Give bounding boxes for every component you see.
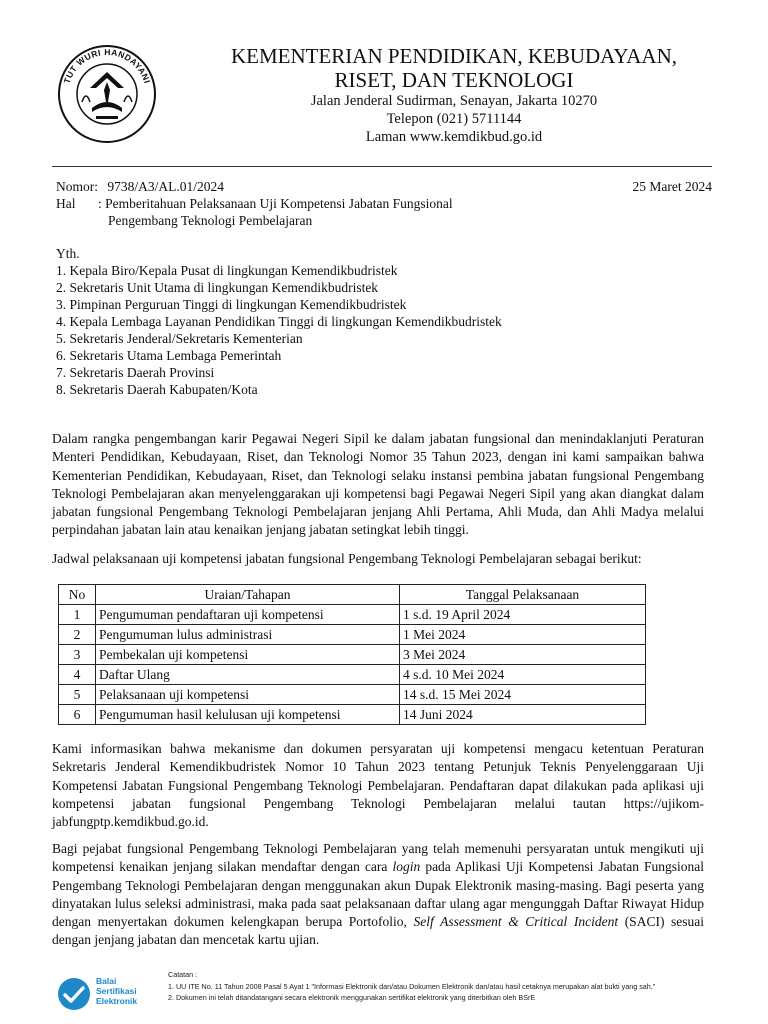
ministry-phone: Telepon (021) 5711144: [386, 111, 522, 127]
ministry-address: Jalan Jenderal Sudirman, Senayan, Jakarta 10270: [310, 93, 598, 109]
cell-no: 1: [59, 605, 96, 625]
cell-no: 6: [59, 705, 96, 725]
table-row: [59, 685, 646, 705]
recipient-item: 1. Kepala Biro/Kepala Pusat di lingkungan Kemendikbudristek: [56, 263, 398, 278]
cell-tanggal: 1 Mei 2024: [400, 625, 646, 645]
header-uraian: Uraian/Tahapan: [96, 585, 400, 605]
catatan-label: Catatan :: [168, 970, 198, 979]
table-header-row: [59, 585, 646, 605]
cell-tanggal: 14 s.d. 15 Mei 2024: [400, 685, 646, 705]
para4-part-c: (SACI) sesuai dengan jenjang jabatan dan mencetak kartu ujian.: [52, 914, 705, 948]
saci-term: Self Assessment & Critical Incident: [413, 914, 619, 930]
nomor-value: 9738/A3/AL.01/2024: [107, 179, 224, 194]
ministry-name: [160, 44, 748, 92]
cell-uraian: Pengumuman hasil kelulusan uji kompetensi: [96, 705, 400, 725]
nomor-label: Nomor:: [56, 179, 98, 194]
letter-date: 25 Maret 2024: [632, 179, 712, 194]
cell-uraian: Daftar Ulang: [96, 665, 400, 685]
ministry-website: Laman www.kemdikbud.go.id: [365, 129, 543, 145]
cell-uraian: Pengumuman pendaftaran uji kompetensi: [96, 605, 400, 625]
recipient-item: 6. Sekretaris Utama Lembaga Pemerintah: [56, 348, 282, 363]
table-row: [59, 705, 646, 725]
recipient-item: 3. Pimpinan Perguruan Tinggi di lingkungan Kemendikbudristek: [56, 297, 407, 312]
cell-no: 3: [59, 645, 96, 665]
schedule-table: [58, 584, 646, 725]
paragraph-intro: Dalam rangka pengembangan karir Pegawai Negeri Sipil ke dalam jabatan fungsional dan menindaklanjuti Peraturan Menteri Pendidikan, Kebudayaan, Riset, dan Teknologi Nomor 35 Tahun 2023, dengan ini kami sampaikan bahwa Kementerian Pendidikan, Kebudayaan, Riset, dan Teknologi selaku instansi pembina jabatan fungsional Pengembang Teknologi Pembelajaran akan menyelenggarakan uji kompetensi bagi Pegawai Negeri Sipil yang akan diangkat dalam jabatan fungsional Pengembang Teknologi Pembelajaran jenjang Ahli Pertama, Ahli Muda, dan Ahli Madya melalui perpindahan jabatan lain atau kenaikan jenjang jabatan setingkat lebih tinggi.: [52, 431, 704, 538]
paragraph-mechanism: Kami informasikan bahwa mekanisme dan dokumen persyaratan uji kompetensi mengacu ketentuan Peraturan Sekretaris Jenderal Kemendikbudristek Nomor 10 Tahun 2023 tentang Petunjuk Teknis Penyelenggaraan Uji Kompetensi Jabatan Fungsional Pengembang Teknologi Pembelajaran. Pendaftaran dapat dilakukan pada aplikasi uji kompetensi jabatan fungsional Pengembang Teknologi Pembelajaran melalui tautan https://ujikom-jabfungptp.kemdikbud.go.id.: [52, 741, 704, 830]
nomor-line: [56, 178, 224, 195]
hal-label: Hal: [56, 196, 76, 211]
cell-tanggal: 3 Mei 2024: [400, 645, 646, 665]
cell-tanggal: 14 Juni 2024: [400, 705, 646, 725]
table-row: [59, 625, 646, 645]
svg-text:TUT WURI HANDAYANI: TUT WURI HANDAYANI: [61, 46, 153, 85]
bsre-text-line-1: Balai: [96, 976, 117, 986]
para4-part-a: Bagi pejabat fungsional Pengembang Teknologi Pembelajaran yang telah memenuhi persyaratan untuk mengikuti uji kompetensi kenaikan jenjang silakan mendaftar dengan cara: [52, 841, 704, 875]
footer-note-2: 2. Dokumen ini telah ditandatangani secara elektronik menggunakan sertifikat elektronik yang diterbitkan oleh BSrE: [168, 993, 536, 1002]
header-no: No: [59, 585, 96, 605]
footer: [52, 966, 712, 1018]
cell-no: 5: [59, 685, 96, 705]
tut-wuri-handayani-logo: [52, 38, 162, 146]
paragraph-registration: [52, 840, 704, 950]
table-row: [59, 605, 646, 625]
cell-tanggal: 4 s.d. 10 Mei 2024: [400, 665, 646, 685]
recipient-item: 7. Sekretaris Daerah Provinsi: [56, 365, 215, 380]
hal-subject-line-2: Pengembang Teknologi Pembelajaran: [108, 213, 313, 228]
recipient-item: 8. Sekretaris Daerah Kabupaten/Kota: [56, 382, 258, 397]
header-tanggal: Tanggal Pelaksanaan: [400, 585, 646, 605]
footer-note-1: 1. UU ITE No. 11 Tahun 2008 Pasal 5 Ayat 1 "Informasi Elektronik dan/atau Dokumen Elektronik dan/atau hasil cetaknya merupakan alat bukti yang sah.": [168, 982, 656, 991]
recipient-item: 2. Sekretaris Unit Utama di lingkungan Kemendikbudristek: [56, 280, 379, 295]
recipient-item: 5. Sekretaris Jenderal/Sekretaris Kementerian: [56, 331, 303, 346]
ministry-line-1: KEMENTERIAN PENDIDIKAN, KEBUDAYAAN,: [230, 44, 678, 68]
ministry-line-2: RISET, DAN TEKNOLOGI: [334, 68, 574, 92]
letterhead-divider: [52, 166, 712, 167]
cell-uraian: Pengumuman lulus administrasi: [96, 625, 400, 645]
table-row: [59, 665, 646, 685]
cell-tanggal: 1 s.d. 19 April 2024: [400, 605, 646, 625]
table-row: [59, 645, 646, 665]
bsre-text-line-2: Sertifikasi: [96, 986, 137, 996]
cell-uraian: Pelaksanaan uji kompetensi: [96, 685, 400, 705]
salutation: Yth.: [56, 246, 80, 261]
recipient-item: 4. Kepala Lembaga Layanan Pendidikan Tinggi di lingkungan Kemendikbudristek: [56, 314, 502, 329]
bsre-logo-text: [96, 976, 137, 1006]
recipients-block: [56, 245, 502, 398]
para4-part-b: pada Aplikasi Uji Kompetensi Jabatan Fungsional Pengembang Teknologi Pembelajaran dengan menggunakan akun Dupak Elektronik masing-masing. Bagi peserta yang dinyatakan lulus seleksi administrasi, maka pada saat pelaksanaan daftar ulang agar mengunggah Daftar Riwayat Hidup dengan menyertakan dokumen kelengkapan berupa Portofolio,: [52, 859, 705, 930]
schedule-intro: Jadwal pelaksanaan uji kompetensi jabatan fungsional Pengembang Teknologi Pembelajaran sebagai berikut:: [52, 551, 642, 566]
login-term: login: [392, 859, 421, 875]
cell-uraian: Pembekalan uji kompetensi: [96, 645, 400, 665]
cell-no: 4: [59, 665, 96, 685]
hal-subject-line-1: : Pemberitahuan Pelaksanaan Uji Kompetensi Jabatan Fungsional: [98, 196, 453, 211]
bsre-logo-icon: [56, 976, 92, 1012]
cell-no: 2: [59, 625, 96, 645]
bsre-text-line-3: Elektronik: [96, 996, 138, 1006]
